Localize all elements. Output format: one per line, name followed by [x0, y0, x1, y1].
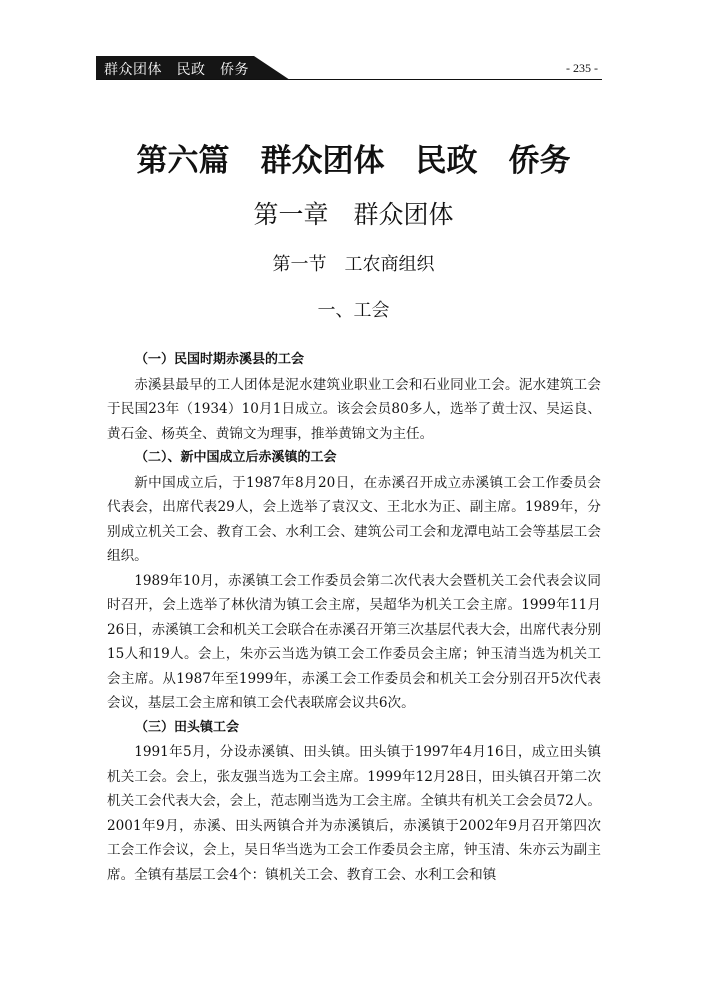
header-rule	[96, 79, 602, 80]
heading-republic-era-union: （一）民国时期赤溪县的工会	[135, 352, 305, 367]
body-text	[107, 348, 601, 887]
paragraph: 新中国成立后，于1987年8月20日，在赤溪召开成立赤溪镇工会工作委员会代表会，出席代表29人，会上选举了袁汉文、王北水为正、副主席。1989年，分别成立机关工会、教育工会、水利工会、建筑公司工会和龙潭电站工会等基层工会组织。	[107, 474, 601, 564]
paragraph: 1989年10月，赤溪镇工会工作委员会第二次代表大会暨机关工会代表会议同时召开，会上选举了林伙清为镇工会主席，吴超华为机关工会主席。1999年11月26日，赤溪镇工会和机关工会联合在赤溪召开第三次基层代表大会，出席代表分别15人和19人。会上，朱亦云当选为镇工会工作委员会主席；钟玉清当选为机关工会主席。从1987年至1999年，赤溪工会工作委员会和机关工会分别召开5次代表会议，基层工会主席和镇工会代表联席会议共6次。	[107, 572, 601, 711]
running-header-title: 群众团体 民政 侨务	[104, 62, 249, 78]
section-title: 第一节 工农商组织	[272, 254, 435, 275]
paragraph: 1991年5月，分设赤溪镇、田头镇。田头镇于1997年4月16日，成立田头镇机关工会。会上，张友强当选为工会主席。1999年12月28日，田头镇召开第二次机关工会代表大会，会上，范志刚当选为工会主席。全镇共有机关工会会员72人。2001年9月，赤溪、田头两镇合并为赤溪镇后，赤溪镇于2002年9月召开第四次工会工作会议，会上，吴日华当选为工会工作委员会主席，钟玉清、朱亦云为副主席。全镇有基层工会4个：镇机关工会、教育工会、水利工会和镇	[107, 744, 601, 883]
page-number: - 235 -	[566, 61, 598, 75]
heading-post-1949-union: （二）、新中国成立后赤溪镇的工会	[135, 450, 337, 465]
part-title: 第六篇 群众团体 民政 侨务	[136, 143, 571, 179]
subsection-title: 一、工会	[317, 300, 390, 321]
heading-tiantou-union: （三）田头镇工会	[135, 719, 240, 735]
chapter-title: 第一章 群众团体	[253, 200, 454, 229]
paragraph: 赤溪县最早的工人团体是泥水建筑业职业工会和石业同业工会。泥水建筑工会于民国23年（1934）10月1日成立。该会会员80多人，选举了黄士汉、吴运良、黄石金、杨英全、黄锦文为理事，推举黄锦文为主任。	[107, 376, 601, 442]
